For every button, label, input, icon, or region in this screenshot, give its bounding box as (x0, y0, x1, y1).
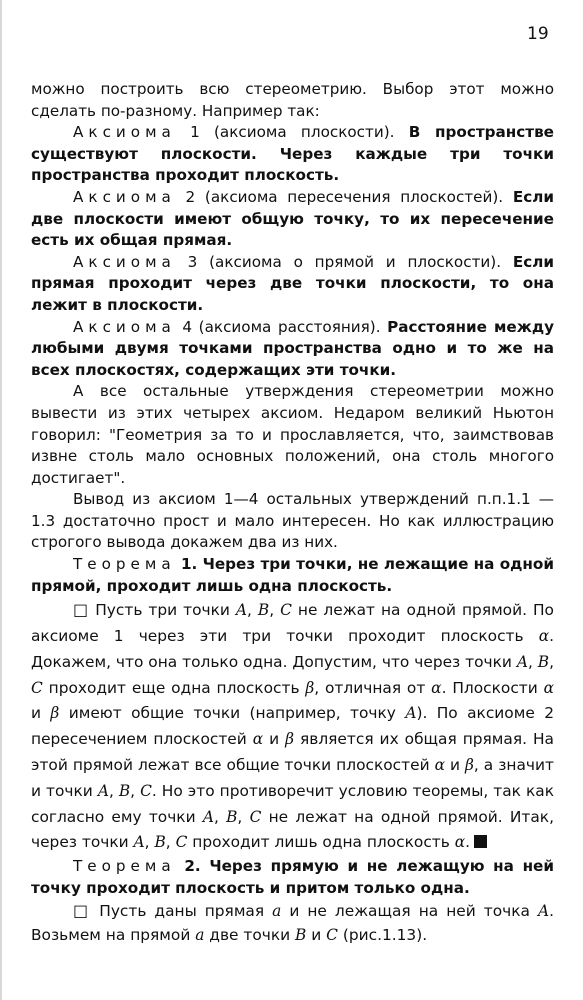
theorem-2-statement: Через прямую и не лежащую на ней точку проходит плоскость и притом только одна. (31, 857, 554, 897)
comma: , (527, 652, 538, 671)
comma: , (247, 601, 258, 620)
proof-2 (31, 899, 554, 947)
proof-2-text: . Возьмем на прямой (31, 902, 554, 945)
proof-1-text: имеют общие точки (например, точку (59, 704, 406, 723)
proof-1-text: ). По аксиоме 2 пересечением плоскостей (31, 704, 554, 749)
theorem-2-number: 2. (175, 857, 210, 876)
axiom-1-title: 1 (аксиома плоскости). (175, 123, 409, 142)
axiom-4-statement: Расстояние между любыми двумя точками пространства одно и то же на всех плоскостях, содержащих эти точки. (31, 317, 554, 379)
proof-1-text: , отличная от (314, 678, 432, 697)
comma: , (237, 807, 250, 826)
proof-1-text: проходит еще одна плоскость (42, 678, 306, 697)
proof-1-text: . Но это противоречит условию теоремы, так как согласно ему точки (31, 781, 554, 826)
newton-paragraph: А все остальные утверждения стереометрии можно вывести из этих четырех аксиом. Недаром великий Ньютон говорил: "Геометрия за то и прославляется, что, заимствовав извне столь мало основных положений, она столь многого достигает". (31, 382, 554, 487)
point-b: B (154, 833, 166, 852)
point-a: A (537, 902, 550, 921)
axiom-4 (31, 317, 554, 382)
plane-alpha: α (454, 833, 466, 852)
plane-beta: β (50, 704, 60, 723)
proof-1-text: и (444, 756, 465, 775)
proof-1-text: . (465, 833, 471, 852)
proof-1-text: не лежат на одной прямой. Итак, через точки (31, 807, 554, 852)
line-a: a (272, 902, 282, 921)
plane-alpha: α (252, 730, 264, 749)
point-a: A (133, 833, 145, 852)
point-a: A (516, 652, 528, 671)
point-c: C (140, 781, 152, 800)
proof-1-text: не лежат на одной прямой. По аксиоме 1 через эти три точки проходит плоскость (31, 601, 554, 646)
comma: , (144, 833, 155, 852)
theorem-2-label: Теорема (73, 857, 176, 876)
proof-1-text: проходит лишь одна плоскость (187, 833, 455, 852)
axiom-2-title: 2 (аксиома пересечения плоскостей). (175, 187, 513, 206)
theorem-2 (31, 856, 554, 899)
axiom-3-title: 3 (аксиома о прямой и плоскости). (175, 252, 513, 271)
proof-2-text: и (306, 926, 327, 945)
comma: , (549, 652, 554, 671)
proof-1-text: и (263, 730, 286, 749)
proof-2-text: две точки (204, 926, 296, 945)
page-number: 19 (527, 24, 549, 44)
intro-paragraph: можно построить всю стереометрию. Выбор этот можно сделать по-разному. Например так: (31, 80, 554, 120)
proof-1 (31, 597, 554, 856)
axiom-1-statement: В пространстве существуют плоскости. Через каждые три точки пространства проходит плоскость. (31, 123, 554, 185)
point-b: B (537, 652, 550, 671)
point-b: B (257, 601, 270, 620)
axiom-2-statement: Если две плоскости имеют общую точку, то их пересечение есть их общая прямая. (31, 187, 554, 250)
line-a: a (195, 926, 205, 945)
comma: , (213, 807, 227, 826)
comma: , (130, 781, 141, 800)
point-c: C (326, 926, 338, 945)
point-b: B (295, 926, 307, 945)
proof-1-text: , а значит и точки (31, 756, 554, 800)
proof-1-text: . Плоскости (441, 678, 544, 697)
point-a: A (202, 807, 214, 826)
proof-1-text: является их общая прямая. На этой прямой лежат все общие точки плоскостей (31, 730, 554, 775)
qed-square-icon (474, 835, 487, 848)
proof-start-box-icon: □ (73, 600, 90, 620)
axiom-2-label: Аксиома (73, 187, 176, 206)
proof-2-text: (рис.1.13). (337, 926, 428, 945)
theorem-1-label: Теорема (73, 555, 176, 574)
theorem-1 (31, 554, 554, 597)
axiom-3-statement: Если прямая проходит через две точки плоскости, то она лежит в плоскости. (31, 252, 554, 314)
axiom-4-label: Аксиома (73, 317, 176, 336)
proof-1-text: . Докажем, что она только одна. Допустим, что через точки (31, 627, 554, 671)
plane-beta: β (305, 678, 315, 697)
proof-2-text: Пусть даны прямая (91, 902, 273, 921)
plane-beta: β (465, 756, 474, 775)
axiom-1-label: Аксиома (73, 123, 176, 142)
proof-1-text: и (31, 704, 51, 723)
point-a: A (97, 781, 109, 800)
comma: , (108, 781, 119, 800)
point-c: C (280, 601, 292, 620)
axiom-4-title: 4 (аксиома расстояния). (175, 317, 388, 336)
proof-start-box-icon: □ (73, 901, 92, 921)
point-c: C (175, 833, 188, 852)
axiom-1 (31, 122, 554, 187)
page-binding-edge (0, 0, 2, 1000)
comma: , (269, 601, 281, 620)
plane-alpha: α (434, 756, 445, 775)
axiom-3 (31, 252, 554, 317)
point-a: A (405, 704, 417, 723)
plane-alpha: α (431, 678, 442, 697)
point-b: B (226, 807, 238, 826)
point-a: A (235, 601, 248, 620)
point-c: C (31, 678, 43, 697)
derivation-paragraph: Вывод из аксиом 1—4 остальных утверждений п.п.1.1 — 1.3 достаточно прост и мало интересен. Но как иллюстрацию строгого вывода докажем два из них. (31, 490, 554, 552)
comma: , (165, 833, 176, 852)
plane-beta: β (285, 730, 295, 749)
point-c: C (249, 807, 262, 826)
proof-1-text: Пусть три точки (89, 601, 236, 620)
theorem-1-statement: Через три точки, не лежащие на одной прямой, проходит лишь одна плоскость. (31, 555, 554, 595)
page-content (31, 79, 554, 947)
theorem-1-number: 1. (175, 555, 203, 574)
point-b: B (118, 781, 131, 800)
plane-alpha: α (543, 678, 554, 697)
proof-2-text: и не лежащая на ней точка (281, 902, 538, 921)
axiom-3-label: Аксиома (73, 252, 176, 271)
plane-alpha: α (538, 627, 550, 646)
axiom-2 (31, 187, 554, 252)
